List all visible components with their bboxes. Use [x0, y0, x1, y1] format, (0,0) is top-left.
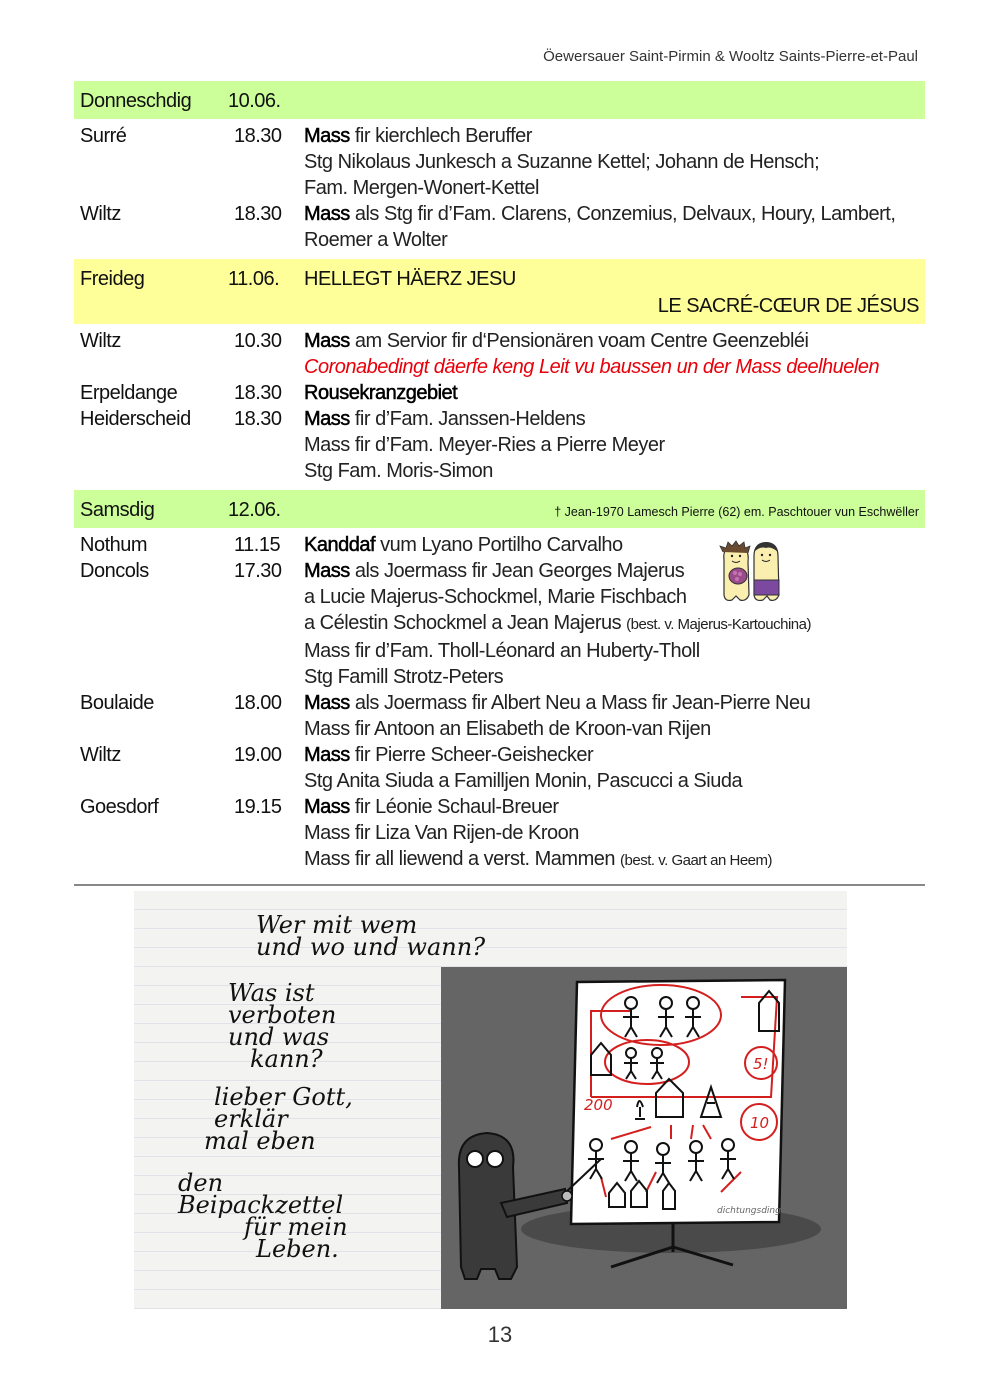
entry-line: [304, 458, 919, 484]
entry-keyword: Mass: [304, 692, 350, 714]
schedule-entry: [80, 690, 919, 742]
schedule-entry: [80, 558, 919, 690]
entry-text: Mass fir Antoon an Elisabeth de Kroon-van Rijen: [304, 718, 711, 740]
entry-line: [304, 432, 919, 458]
schedule-entry: [80, 201, 919, 253]
entry-time: 19.00: [234, 744, 282, 766]
entry-keyword: Mass: [304, 330, 350, 352]
entry-place: Erpeldange: [80, 382, 178, 404]
entry-place: Boulaide: [80, 692, 154, 714]
entry-time: 11.15: [234, 534, 281, 556]
entry-line: [304, 354, 919, 380]
flipchart-drawing: [441, 967, 847, 1309]
handwritten-text: für mein: [244, 1213, 348, 1241]
flipchart-number-200: 200: [584, 1096, 613, 1114]
entry-line: [304, 380, 919, 406]
entry-text: Mass fir d’Fam. Meyer-Ries a Pierre Meyer: [304, 434, 665, 456]
entry-time: 18.30: [234, 125, 282, 147]
day-header: [74, 81, 925, 119]
handwritten-text: Leben.: [256, 1235, 339, 1263]
entry-keyword: Mass: [304, 744, 350, 766]
entry-place: Wiltz: [80, 330, 121, 352]
entry-text: fir kierchlech Beruffer: [349, 125, 532, 147]
entry-text: a Célestin Schockmel a Jean Majerus: [304, 612, 627, 634]
entry-line: [304, 846, 919, 874]
cartoon-illustration: [134, 891, 847, 1309]
entry-line: [304, 149, 919, 175]
day-name: Freideg: [80, 268, 145, 290]
entry-text: Stg Fam. Moris-Simon: [304, 460, 493, 482]
entry-text: Mass fir all liewend a verst. Mammen: [304, 848, 621, 870]
entry-time: 18.30: [234, 408, 282, 430]
handwritten-text: verboten: [228, 1001, 337, 1029]
mass-schedule: [74, 81, 925, 886]
entry-text: als Stg fir d’Fam. Clarens, Conzemius, Delvaux, Houry, Lambert,: [349, 203, 896, 225]
entry-time: 18.00: [234, 692, 282, 714]
day-date: 10.06.: [228, 90, 281, 112]
entry-text: am Servior fir d‘Pensionären voam Centre Geenzebléi: [349, 330, 809, 352]
entry-text: fir Léonie Schaul-Breuer: [349, 796, 559, 818]
day-header: [74, 259, 925, 324]
entry-time: 19.15: [234, 796, 282, 818]
handwritten-text: Beipackzettel: [178, 1191, 344, 1219]
entry-time: 18.30: [234, 203, 282, 225]
handwritten-text: kann?: [250, 1045, 323, 1073]
handwritten-text: und was: [228, 1023, 330, 1051]
entry-line: [304, 558, 919, 584]
day-name: Samsdig: [80, 499, 155, 521]
entry-text: Mass fir d’Fam. Tholl-Léonard an Huberty-Tholl: [304, 640, 700, 662]
schedule-entry: [80, 123, 919, 201]
couple-illustration: [716, 540, 786, 606]
entry-place: Doncols: [80, 560, 149, 582]
artist-signature: dichtungsding: [717, 1206, 781, 1216]
handwritten-text: erklär: [214, 1105, 288, 1133]
child-figure-right: [754, 542, 779, 600]
entry-text: Stg Nikolaus Junkesch a Suzanne Kettel; Johann de Hensch;: [304, 151, 820, 173]
entry-text: Mass fir Liza Van Rijen-de Kroon: [304, 822, 579, 844]
entry-text: als Joermass fir Albert Neu a Mass fir Jean-Pierre Neu: [349, 692, 811, 714]
entry-place: Wiltz: [80, 744, 121, 766]
entry-text: a Lucie Majerus-Schockmel, Marie Fischbach: [304, 586, 687, 608]
entry-keyword: Mass: [304, 203, 350, 225]
feast-title: HELLEGT HÄERZ JESU: [304, 268, 516, 290]
handwritten-text: mal eben: [204, 1127, 316, 1155]
corona-notice: Coronabedingt däerfe keng Leit vu baussen un der Mass deelhuelen: [304, 356, 880, 378]
entry-text: fir d’Fam. Janssen-Heldens: [349, 408, 586, 430]
entry-text: fir Pierre Scheer-Geishecker: [349, 744, 594, 766]
entry-line: [304, 742, 919, 768]
entry-line: [304, 406, 919, 432]
entry-line: [304, 768, 919, 794]
entry-line: [304, 328, 919, 354]
entry-line: [304, 690, 919, 716]
entry-text: vum Lyano Portilho Carvalho: [375, 534, 623, 556]
section-divider: [74, 884, 925, 886]
entry-line: [304, 664, 919, 690]
handwritten-text: den: [178, 1169, 224, 1197]
entry-line: [304, 820, 919, 846]
entry-keyword: Rousekranzgebiet: [304, 382, 458, 404]
entry-place: Nothum: [80, 534, 148, 556]
handwritten-text: und wo und wann?: [256, 933, 486, 961]
page-number: 13: [487, 1322, 513, 1347]
entry-keyword: Mass: [304, 560, 350, 582]
entry-time: 10.30: [234, 330, 282, 352]
entry-text: Stg Famill Strotz-Peters: [304, 666, 504, 688]
entry-place: Surré: [80, 125, 127, 147]
day-date: 12.06.: [228, 499, 281, 521]
handwritten-text: Was ist: [228, 979, 315, 1007]
child-figure-left: [720, 541, 750, 600]
entry-time: 18.30: [234, 382, 282, 404]
entry-line: [304, 201, 919, 227]
flipchart-number-5: 5!: [753, 1055, 769, 1073]
entry-text: als Joermass fir Jean Georges Majerus: [349, 560, 685, 582]
day-entries: [74, 324, 925, 490]
entry-line: [304, 584, 919, 610]
entry-place: Wiltz: [80, 203, 121, 225]
entry-text: Fam. Mergen-Wonert-Kettel: [304, 177, 539, 199]
entry-keyword: Mass: [304, 796, 350, 818]
day-entries: [74, 528, 925, 880]
schedule-entry: [80, 328, 919, 380]
schedule-entry: [80, 380, 919, 406]
day-entries: [74, 119, 925, 259]
entry-line: [304, 610, 919, 638]
entry-text: Stg Anita Siuda a Familljen Monin, Pascucci a Siuda: [304, 770, 743, 792]
entry-line: [304, 716, 919, 742]
entry-line: [304, 175, 919, 201]
entry-time: 17.30: [234, 560, 282, 582]
schedule-entry: [80, 532, 919, 558]
day-name: Donneschdig: [80, 90, 192, 112]
entry-line: [304, 532, 919, 558]
handwritten-text: Wer mit wem: [256, 911, 418, 939]
entry-line: [304, 638, 919, 664]
entry-donor-note: (best. v. Majerus-Kartouchina): [626, 616, 811, 633]
entry-keyword: Mass: [304, 125, 350, 147]
flipchart-scene: [441, 967, 847, 1309]
running-title: Öewersauer Saint-Pirmin & Wooltz Saints-Pierre-et-Paul: [543, 48, 918, 65]
schedule-entry: [80, 794, 919, 874]
flipchart-number-10: 10: [750, 1114, 770, 1132]
feast-title-french: LE SACRÉ-CŒUR DE JÉSUS: [657, 295, 919, 317]
entry-keyword: Kanddaf: [304, 534, 376, 556]
entry-donor-note: (best. v. Gaart an Heem): [620, 852, 772, 869]
day-header: [74, 490, 925, 528]
schedule-entry: [80, 406, 919, 484]
entry-place: Goesdorf: [80, 796, 159, 818]
day-date: 11.06.: [228, 268, 280, 290]
handwritten-text: lieber Gott,: [214, 1083, 353, 1111]
entry-keyword: Mass: [304, 408, 350, 430]
schedule-entry: [80, 742, 919, 794]
entry-text: Roemer a Wolter: [304, 229, 448, 251]
entry-line: [304, 794, 919, 820]
entry-line: [304, 123, 919, 149]
memorial-note: † Jean-1970 Lamesch Pierre (62) em. Paschtouer vun Eschwëller: [554, 505, 919, 519]
entry-line: [304, 227, 919, 253]
entry-place: Heiderscheid: [80, 408, 191, 430]
